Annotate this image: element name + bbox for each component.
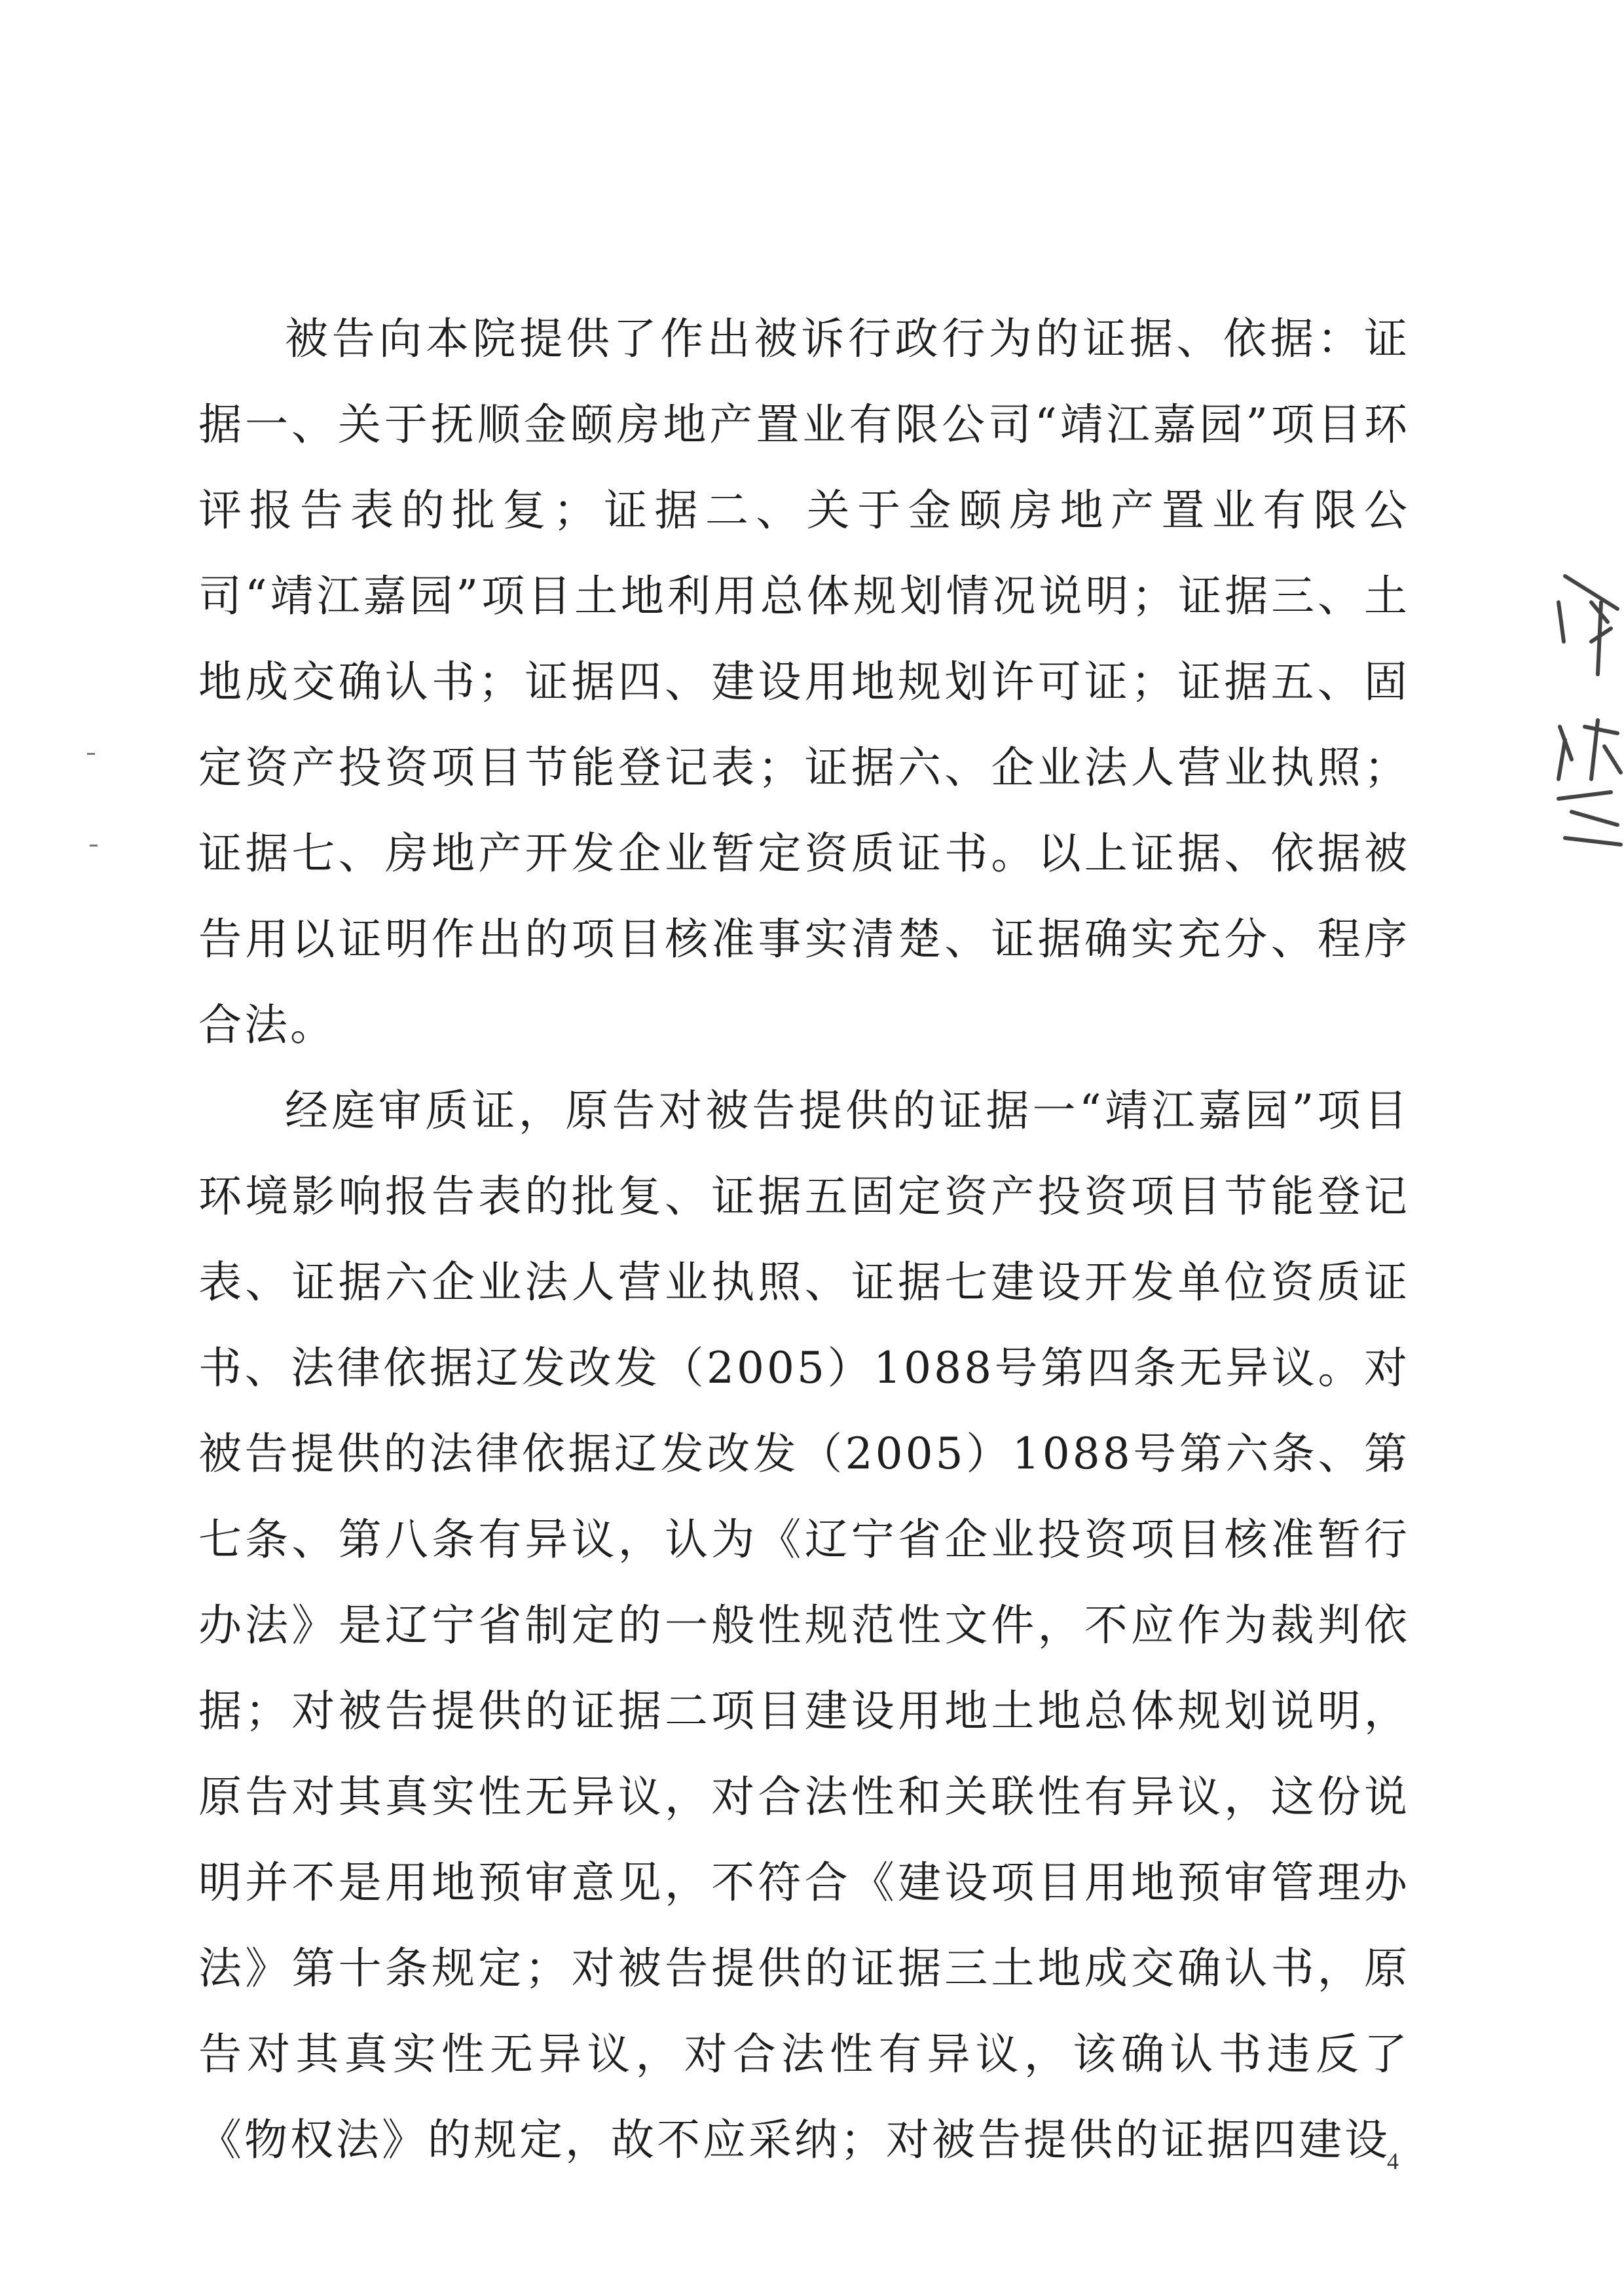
paragraph-cross-examination: 经庭审质证，原告对被告提供的证据一“靖江嘉园”项目环境影响报告表的批复、证据五固定资产投资项目节能登记表、证据六企业法人营业执照、证据七建设开发单位资质证书、法律依据辽发改发（2005）1088号第四条无异议。对被告提供的法律依据辽发改发（2005）1088号第六条、第七条、第八条有异议，认为《辽宁省企业投资项目核准暂行办法》是辽宁省制定的一般性规范性文件，不应作为裁判依据；对被告提供的证据二项目建设用地土地总体规划说明，原告对其真实性无异议，对合法性和关联性有异议，这份说明并不是用地预审意见，不符合《建设项目用地预审管理办法》第十条规定；对被告提供的证据三土地成交确认书，原告对其真实性无异议，对合法性有异议，该确认书违反了《物权法》的规定，故不应采纳；对被告提供的证据四建设: [198, 1085, 1410, 2165]
scan-artifact: [90, 845, 98, 847]
seal-stamp-fragment: [1545, 563, 1624, 858]
page-number: 4: [1387, 2148, 1399, 2174]
paragraph-evidence-list: 被告向本院提供了作出被诉行政行为的证据、依据：证据一、关于抚顺金颐房地产置业有限公司“靖江嘉园”项目环评报告表的批复；证据二、关于金颐房地产置业有限公司“靖江嘉园”项目土地利用总体规划情况说明；证据三、土地成交确认书；证据四、建设用地规划许可证；证据五、固定资产投资项目节能登记表；证据六、企业法人营业执照；证据七、房地产开发企业暂定资质证书。以上证据、依据被告用以证明作出的项目核准事实清楚、证据确实充分、程序合法。: [198, 314, 1410, 1050]
scan-artifact: [87, 753, 95, 755]
body-text: [198, 296, 1410, 2183]
